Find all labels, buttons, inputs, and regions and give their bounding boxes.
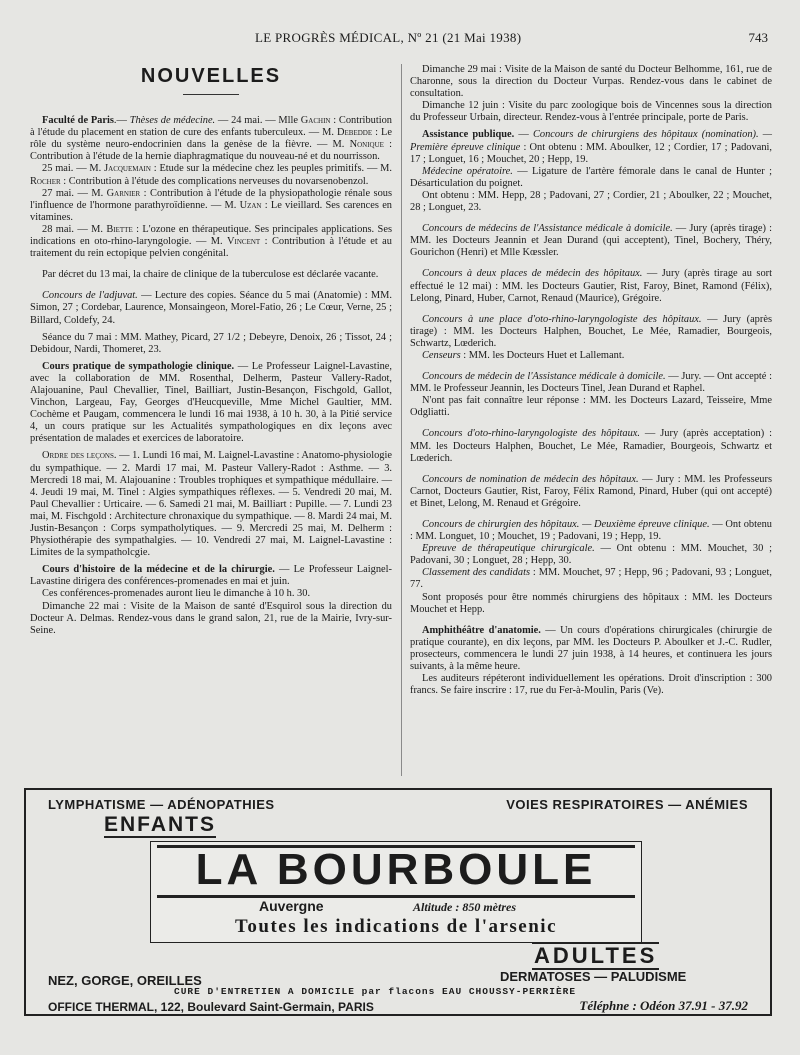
theses-25-mai: 25 mai. — M. Jacquemain : Etude sur la médecine chez les peuples primitifs. — M. Rocher : Contribution à l'étude des complications nerveuses du novarsenobenzol. — [30, 163, 393, 187]
decret-paragraph: Par décret du 13 mai, la chaire de clinique de la tuberculose est déclarée vacante. — [42, 269, 379, 281]
concours-orl: Concours d'oto-rhino-laryngologiste des hôpitaux. — Jury (après acceptation) : MM. les Docteurs Halphen, Bouchet, Le Mée, Ramadier, Bourgeois, Schwartz et Lœderich. — [410, 428, 772, 464]
ad-adultes: ADULTES — [534, 943, 658, 968]
censeurs: Censeurs : MM. les Docteurs Huet et Lallemant. — [422, 349, 625, 361]
amphitheatre-paragraph: Amphithéâtre d'anatomie. — Un cours d'opérations chirurgicales (chirurgie de pratique courante), en dix leçons, par MM. les Docteurs P. Aboulker et J.-C. Rudler, prosecteurs, commencera le lundi 27 juin 1938, à 14 heures, et continuera les jours suivants, à la même heure. — [410, 624, 772, 673]
epreuve-therapeutique: Epreuve de thérapeutique chirurgicale. — Ont obtenu : MM. Mouchet, 30 ; Padovani, 30 ; Longuet, 28 ; Hepp, 30. — [410, 543, 772, 567]
faculte-title: Faculté de Paris — [42, 115, 114, 127]
medecine-operatoire: Médecine opératoire. — Ligature de l'artère fémorale dans le canal de Hunter ; Désarticulation du poignet. — [410, 165, 772, 189]
ad-office: OFFICE THERMAL, 122, Boulevard Saint-Germain, PARIS — [48, 1000, 374, 1014]
concours-orl-place: Concours à une place d'oto-rhino-laryngologiste des hôpitaux. — Jury (après tirage) : MM. les Docteurs Halphen, Bouchet, Le Mée, Ramadier, Bourgeois, Schwartz, Lœderich. — [410, 313, 772, 349]
histoire-paragraph: Cours d'histoire de la médecine et de la chirurgie. — Le Professeur Laignel-Lavastine dirigera des conférences-promenades en mai et juin. — [30, 564, 392, 588]
ad-stripe-bottom — [157, 895, 635, 898]
seance-7-mai: Séance du 7 mai : MM. Mathey, Picard, 27 1/2 ; Debeyre, Denoix, 26 ; Tissot, 24 ; Debidour, Nardi, Thomeret, 23. — [30, 331, 392, 355]
ad-enfants: ENFANTS — [104, 813, 217, 836]
amphitheatre-inscription: Les auditeurs répéteront individuellement les opérations. Droit d'inscription : 300 francs. Se faire inscrire : 17, rue du Fer-à-Moulin, Paris (Ve). — [410, 673, 772, 697]
histoire-22-mai: Dimanche 22 mai : Visite de la Maison de santé d'Esquirol sous la direction du Docteur A. Delmas. Rendez-vous dans le grand salon, 21, rue de la Mairie, Ivry-sur-Seine. — [30, 600, 392, 636]
ad-telephone: Téléphne : Odéon 37.91 - 37.92 — [579, 998, 748, 1013]
section-heading: NOUVELLES — [140, 65, 282, 87]
concours-medecins-domicile: Concours de médecins de l'Assistance médicale à domicile. — Jury (après tirage) : MM. les Docteurs Jeannin et Jean Durand (qui acceptent), Tinel, Bochery, Théry, Gourichon (Henri) et Mlle Kœssler. — [410, 223, 773, 259]
page-number: 743 — [748, 30, 768, 45]
visite-12-juin: Dimanche 12 juin : Visite du parc zoologique bois de Vincennes sous la direction du Professeur Urbain, directeur. Rendez-vous à l'entrée principale, porte de Paris. — [410, 100, 772, 124]
concours-deux-places: Concours à deux places de médecin des hôpitaux. — Jury (après tirage au sort effectué le 12 mai) : MM. les Docteurs Gautier, Rist, Faroy, Binet, Ramond (Félix), Lelong, Pinard, Huber, Carnot, Renaud (Maurice), Grégoire. — [410, 268, 772, 304]
bourboule-advertisement — [24, 788, 772, 1016]
ad-cure: CURE D'ENTRETIEN A DOMICILE par flacons EAU CHOUSSY-PERRIÈRE — [174, 986, 577, 997]
visite-29-mai: Dimanche 29 mai : Visite de la Maison de santé du Docteur Belhomme, 161, rue de Charonne, sous la direction du Docteur Vurpas. Rendez-vous dans le cabinet de consultation. — [410, 64, 772, 100]
assistance-publique-paragraph: Assistance publique. — Concours de chirurgiens des hôpitaux (nomination). — Première épreuve clinique : Ont obtenu : MM. Aboulker, 12 ; Cordier, 17 ; Padovani, 17 ; Longuet, 16 ; Mouchet, 20 ; Hepp, 19. — [410, 129, 773, 165]
sans-reponse: N'ont pas fait connaître leur réponse : MM. les Docteurs Lazard, Teisseire, Mme Odgliatti. — [410, 395, 772, 419]
ad-nez: NEZ, GORGE, OREILLES — [48, 973, 202, 988]
ordre-lecons-paragraph: Ordre des leçons. — 1. Lundi 16 mai, M. Laignel-Lavastine : Anatomo-physiologie du sympathique. — 2. Mardi 17 mai, M. Pasteur Vallery-Radot : Asthme. — 3. Mercredi 18 mai, M. Alajouanine : Troubles trophiques et sympathique médullaire. — 4. Jeudi 19 mai, M. Tinel : Algies sympathiques réflexes. — 5. Vendredi 20 mai, M. Paul Chevallier : Urticaire. — 6. Samedi 21 mai, M. Bailliart : Pupille. — 7. Lundi 23 mai, M. Fischgold : Architecture chronaxique du sympathique. — 8. Mardi 24 mai, M. Justin-Besançon : Corps sympatholytiques. — 9. Mercredi 25 mai, M. Delherm : Physiothérapie des sympathalgies. — 10. Vendredi 27 mai, M. Laignel-Lavastine : Limites de la sympatholcgie. — [30, 450, 392, 559]
ad-top-right: VOIES RESPIRATOIRES — ANÉMIES — [506, 797, 748, 812]
concours-medecin-domicile: Concours de médecin de l'Assistance médicale à domicile. — Jury. — Ont accepté : MM. le Professeur Jeannin, les Docteurs Tinel, Jean Durand et Raphel. — [410, 371, 772, 395]
adjuvat-paragraph: Concours de l'adjuvat. — Lecture des copies. Séance du 5 mai (Anatomie) : MM. Simon, 27 ; Cordebar, Laurence, Monsaingeon, Morel-Fatio, 26 ; Le Cœur, Verne, 25 ; Billard, Coldefy, 24. — [30, 290, 392, 326]
column-divider — [401, 64, 402, 776]
ad-region: Auvergne — [259, 898, 324, 914]
ad-brand-box — [150, 841, 642, 943]
theses-28-mai: 28 mai. — M. Biette : L'ozone en thérapeutique. Ses principales applications. Ses indications en oto-rhino-laryngologie. — M. Vincent : Contribution à l'étude et au traitement du rein ectopique pelvien congénital. — [30, 223, 392, 260]
classement-candidats: Classement des candidats : MM. Mouchet, 97 ; Hepp, 96 ; Padovani, 93 ; Longuet, 77. — [410, 567, 772, 591]
ont-obtenu: Ont obtenu : MM. Hepp, 28 ; Padovani, 27 ; Cordier, 21 ; Aboulker, 22 ; Mouchet, 28 ; Longuet, 23. — [410, 189, 772, 214]
faculte-paragraph: Faculté de Paris.— Thèses de médecine. — 24 mai. — Mlle Gachin : Contribution à l'étude du placement en station de cure des enfants tuberculeux. — M. Debedde : Le rôle du système neuro-endocrinien dans la genèse de la fièvre. — M. Nonique : Contribution à l'étude de la hernie diaphragmatique du nouveau-né et du nourrisson. — [30, 115, 393, 163]
right-column — [410, 64, 772, 697]
histoire-horaire: Ces conférences-promenades auront lieu le dimanche à 10 h. 30. — [42, 588, 311, 600]
ad-dermatoses: DERMATOSES — PALUDISME — [500, 969, 687, 984]
faculte-subtitle: Thèses de médecine. — [129, 115, 216, 127]
ad-altitude: Altitude : 850 mètres — [413, 900, 516, 914]
running-title: LE PROGRÈS MÉDICAL, Nº 21 (21 Mai 1938) — [255, 30, 522, 45]
concours-nomination: Concours de nomination de médecin des hôpitaux. — Jury : MM. les Professeurs Carnot, Docteurs Gautier, Rist, Faroy, Félix Ramond, Pinard, Huber (qui ont accepté) et Binet, Lelong, M. Renaud et Grégoire. — [410, 473, 772, 509]
ad-brand: LA BOURBOULE — [195, 845, 597, 894]
theses-27-mai: 27 mai. — M. Garnier : Contribution à l'étude de la physiopathologie rénale sous l'influence de l'hormone parathyroïdienne. — M. Uzan : Le vieillard. Ses carences en vitamines. — [30, 187, 393, 223]
ad-arsenic: Toutes les indications de l'arsenic — [234, 916, 558, 937]
sympathologie-paragraph: Cours pratique de sympathologie clinique. — Le Professeur Laignel-Lavastine, avec la collaboration de MM. Rosenthal, Delherm, Pasteur Vallery-Radot, Alajouanine, Paul Chevallier, Tinel, Bailliart, Justin-Besançon, Fischgold, Gallot, Vinchon, Largeau, Fay, Georges d'Heucqueville, Mme Michel Gaultier, MM. Cochème et Paugam, commencera le lundi 16 mai 1938, à 10 h. 30, à la Pitié service 4, un cours pratique sur les Actualités sympathologiques en dix leçons avec présentation de malades et exercices de laboratoire. — [30, 360, 392, 445]
concours-chirurgien: Concours de chirurgien des hôpitaux. — Deuxième épreuve clinique. — Ont obtenu : MM. Longuet, 10 ; Mouchet, 19 ; Padovani, 19 ; Hepp, 19. — [410, 519, 772, 543]
heading-rule — [183, 94, 239, 95]
left-column — [30, 64, 392, 637]
ad-top-left: LYMPHATISME — ADÉNOPATHIES — [48, 797, 275, 812]
page-header — [30, 30, 768, 50]
proposes: Sont proposés pour être nommés chirurgiens des hôpitaux : MM. les Docteurs Mouchet et Hepp. — [410, 591, 772, 615]
